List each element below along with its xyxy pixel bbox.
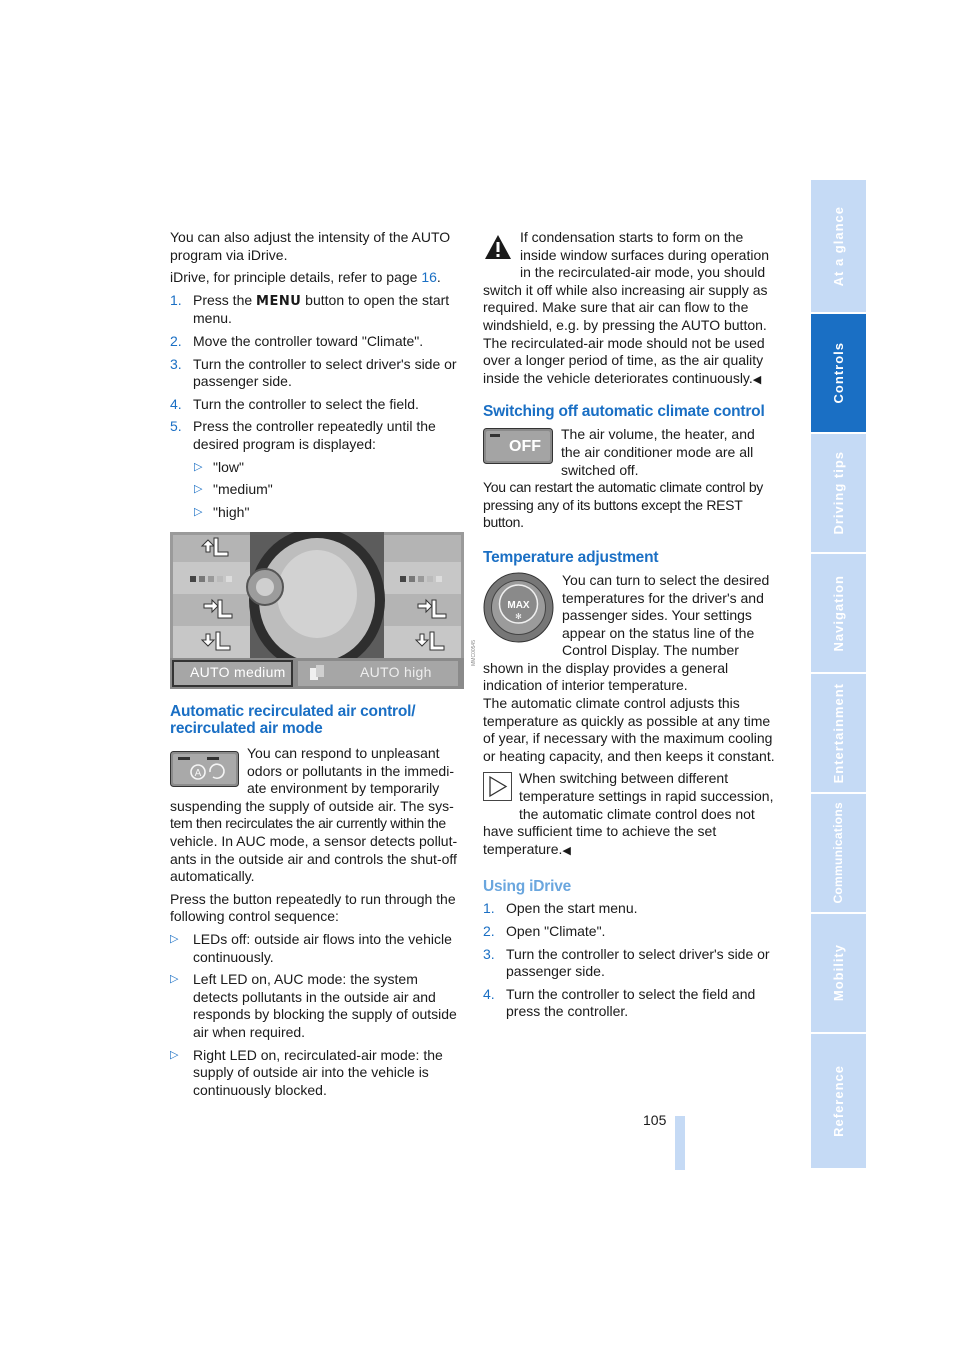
tab-at-a-glance[interactable]: At a glance — [811, 180, 866, 312]
temperature-heading: Temperature adjustment — [483, 548, 659, 566]
image-code: MMC00545 — [471, 640, 477, 666]
list-item: 5. Press the controller repeatedly until the desired program is displayed: — [170, 418, 436, 452]
list-item: 3. Turn the controller to select driver's side or passenger side. — [483, 945, 770, 980]
off-button-icon — [483, 428, 553, 469]
display-right-label: AUTO high — [360, 664, 432, 680]
triangle-bullet-icon: ▷ — [194, 483, 203, 496]
page-link[interactable]: 16 — [421, 269, 437, 286]
svg-text:✻: ✻ — [515, 611, 522, 621]
warning-triangle-icon — [483, 233, 513, 266]
triangle-bullet-icon: ▷ — [194, 505, 203, 518]
idrive-heading: Using iDrive — [483, 878, 572, 896]
list-item: ▷ "medium" — [194, 481, 273, 498]
tab-navigation[interactable]: Navigation — [811, 554, 866, 672]
idrive-steps-list — [483, 900, 778, 1021]
left-column — [170, 229, 462, 526]
page-marker-bar — [675, 1116, 685, 1170]
switch-off-heading: Switching off automatic climate control — [483, 403, 765, 421]
list-item: ▷ "low" — [194, 458, 244, 475]
note-triangle-icon — [483, 772, 512, 806]
list-item: 4. Turn the controller to select the field. — [170, 395, 419, 412]
display-left-label: AUTO medium — [190, 664, 286, 680]
switch-off-text: The air volume, the heater, and the air conditioner mode are all switched off. — [483, 426, 778, 479]
end-mark-icon: ◀ — [562, 844, 571, 857]
warning-note: If condensation starts to form on the inside window surfaces during operation in the recirculated-air mode, you should switch it off while also increasing air supply as required. Make sure that air can flow to the windshield, e.g. by pressing the AUTO button. The recirculated-air mode should not be used over a longer period of time, as the air quality inside the vehicle deteriorates continuously.◀ — [483, 229, 770, 386]
climate-steps-list — [170, 292, 462, 454]
climate-display-image — [170, 532, 477, 689]
auc-heading: Automatic recirculated air control/ recirculated air mode — [170, 703, 416, 737]
list-item: 1. Press the MENU button to open the start menu. — [170, 291, 450, 327]
list-item: 3. Turn the controller to select driver's side or passenger side. — [170, 355, 457, 390]
list-item: ▷ LEDs off: outside air flows into the vehicle continuously. — [170, 930, 452, 965]
tab-entertainment[interactable]: Entertainment — [811, 674, 866, 792]
chapter-tabs — [811, 180, 866, 1168]
intro-paragraph: You can also adjust the intensity of the AUTO program via iDrive. — [170, 229, 451, 263]
tab-communications[interactable]: Communications — [811, 794, 866, 912]
end-mark-icon: ◀ — [752, 373, 762, 386]
auc-text: A You can respond to unpleasant odors or pollutants in the immedi- ate environment by temporarily suspending the supply of outside air. The sys- tem then recirculates the air currently within the vehicle. In AUC mode, a sensor detects pollut- ants in the outside air and controls the shut-off automatically. — [170, 745, 458, 885]
max-label: MAX — [507, 599, 530, 611]
page-number: 105 — [643, 1112, 667, 1128]
triangle-bullet-icon: ▷ — [170, 932, 179, 945]
tab-controls[interactable]: Controls — [811, 314, 866, 432]
tab-reference[interactable]: Reference — [811, 1034, 866, 1168]
tab-driving-tips[interactable]: Driving tips — [811, 434, 866, 552]
temperature-text: MAX ✻ You can turn to select the desired temperatures for the driver's and passenger sides. Your settings appear on the status line of the Control Display. The number shown in the display provides a general indication of interior temperature. — [483, 571, 770, 694]
menu-button-label: MENU — [256, 293, 302, 309]
list-item: ▷ "high" — [194, 503, 250, 520]
triangle-bullet-icon: ▷ — [170, 973, 179, 986]
right-column: If condensation starts to form on the inside window surfaces during operation in the recirculated-air mode, you should switch it off while also increasing air supply as required. Make sure that air can flow to the windshield, e.g. by pressing the AUTO button. The recirculated-air mode should not be used over a longer period of time, as the air quality inside the vehicle deteriorates continuously.◀ Switching off automatic climate control The air volume, the heater, and the air conditioner mode are all switched off. You can restart the automatic climate control by pressing any of its buttons except the REST button. Temperature adjustment MAX ✻ You can turn to select the desired temperatures for the driver's and passenger sides. Your settings appear on the status line of the Control Display. The number shown in the display provides a general indication of interior temperature. The automatic climate control adjusts this temperature as quickly as possible at any time of year, if necessary with the maximum cooling or heating capacity, and then keeps it constant. When switching between different temperature settings in rapid succession, the automatic climate control does not have sufficient time to achieve the set temperature.◀ Using iDrive 1. Open the start menu. 2. Open "Climate". 3. Turn the controller to select driver's side or passenger side. 4. Turn the controller to select the field and press the controller. — [483, 229, 778, 1026]
page-reference: iDrive, for principle details, refer to page 16. — [170, 269, 441, 286]
list-item: 2. Open "Climate". — [483, 923, 606, 939]
tab-mobility[interactable]: Mobility — [811, 914, 866, 1032]
triangle-bullet-icon: ▷ — [194, 460, 203, 473]
sequence-list — [170, 931, 462, 1099]
auc-button-icon — [170, 751, 239, 792]
auc-section — [170, 703, 462, 1104]
info-note: When switching between different temperature settings in rapid succession, the automatic climate control does not have sufficient time to achieve the set temperature.◀ — [483, 770, 774, 857]
list-item: 1. Open the start menu. — [483, 900, 638, 917]
temperature-knob-icon — [483, 572, 554, 648]
program-list — [170, 459, 462, 522]
list-item: 4. Turn the controller to select the field and press the controller. — [483, 985, 756, 1020]
list-item: 2. Move the controller toward "Climate". — [170, 332, 424, 349]
svg-text:A: A — [194, 768, 202, 779]
list-item: ▷ Left LED on, AUC mode: the system detects pollutants in the outside air and responds by blocking the supply of outside air when required. — [170, 971, 457, 1040]
press-paragraph: Press the button repeatedly to run through the following control sequence: — [170, 890, 456, 925]
triangle-bullet-icon: ▷ — [170, 1048, 179, 1061]
list-item: ▷ Right LED on, recirculated-air mode: the supply of outside air into the vehicle is continuously blocked. — [170, 1046, 443, 1098]
